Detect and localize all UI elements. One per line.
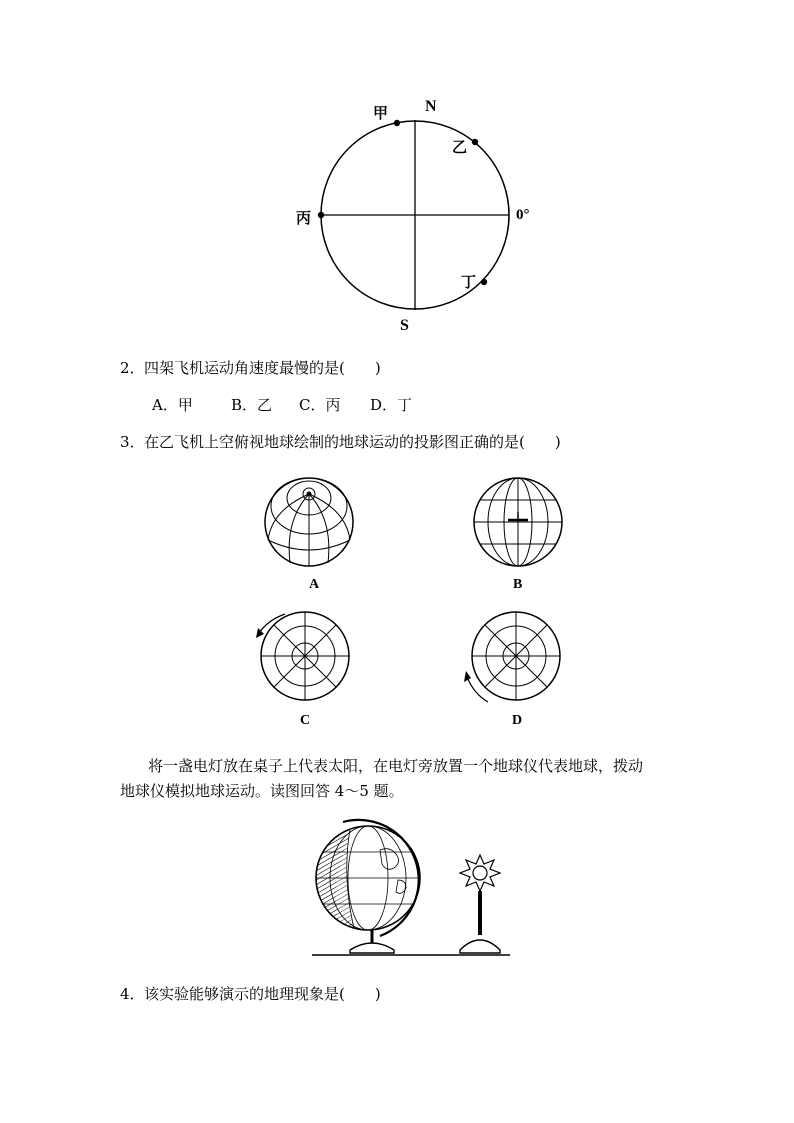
- choice-a-label[interactable]: A: [309, 577, 320, 592]
- label-yi: 乙: [452, 138, 468, 156]
- label-ding: 丁: [461, 273, 477, 291]
- q2-option-d[interactable]: D．丁: [370, 396, 413, 414]
- lamp-sun-icon: [460, 855, 500, 953]
- intro-line-2: 地球仪模拟地球运动。读图回答 4～5 题。: [120, 782, 404, 800]
- q4-number: 4．: [120, 985, 145, 1003]
- label-zero-degree: 0°: [516, 207, 530, 223]
- q2-number: 2．: [120, 359, 145, 377]
- q2-stem: 四架飞机运动角速度最慢的是( ): [144, 359, 381, 377]
- q2-option-a[interactable]: A．甲: [152, 396, 193, 414]
- globe-icon: [316, 820, 420, 953]
- choice-d-label[interactable]: D: [512, 713, 523, 728]
- q3-stem: 在乙飞机上空俯视地球绘制的地球运动的投影图正确的是( ): [144, 433, 561, 451]
- label-jia: 甲: [373, 104, 389, 122]
- choice-c-label[interactable]: C: [300, 713, 311, 728]
- label-north: N: [425, 98, 437, 115]
- label-bing: 丙: [296, 209, 312, 227]
- q2-option-c[interactable]: C．丙: [299, 396, 341, 414]
- q3-number: 3．: [120, 433, 145, 451]
- intro-line-1: 将一盏电灯放在桌子上代表太阳，在电灯旁放置一个地球仪代表地球，拨动: [148, 757, 644, 775]
- label-south: S: [400, 317, 409, 334]
- q2-option-b[interactable]: B．乙: [231, 396, 273, 414]
- q4-stem: 该实验能够演示的地理现象是( ): [144, 985, 381, 1003]
- choice-b-label[interactable]: B: [513, 577, 523, 592]
